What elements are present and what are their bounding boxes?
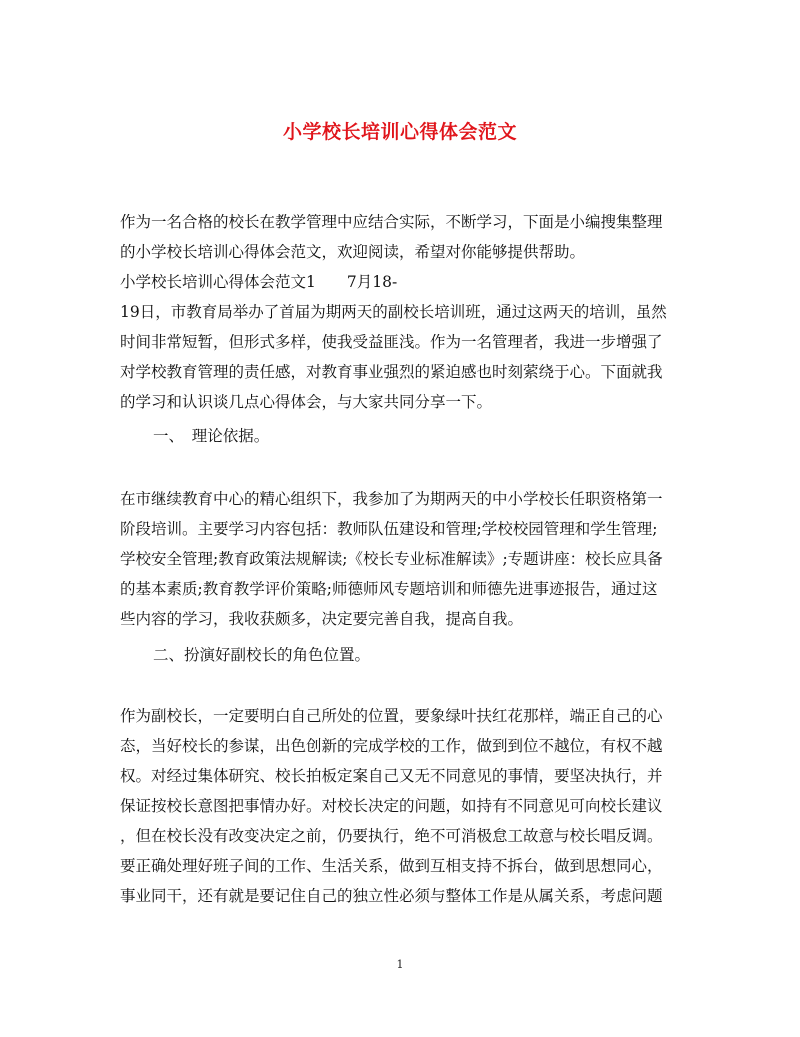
paragraph-line: 保证按校长意图把事情办好。对校长决定的问题，如持有不同意见可向校长建议: [120, 797, 663, 815]
paragraph-line: 作为一名合格的校长在教学管理中应结合实际，不断学习，下面是小编搜集整理: [120, 213, 663, 231]
paragraph-line: 些内容的学习，我收获颇多，决定要完善自我，提高自我。: [120, 610, 524, 628]
paragraph-line: 权。对经过集体研究、校长拍板定案自己又无不同意见的事情，要坚决执行，并: [120, 767, 663, 785]
paragraph-line: 要正确处理好班子间的工作、生活关系，做到互相支持不拆台，做到思想同心，: [120, 857, 663, 875]
paragraph-line: 作为副校长，一定要明白自己所处的位置，要象绿叶扶红花那样，端正自己的心: [120, 707, 663, 725]
paragraph-line: 的基本素质;教育教学评价策略;师德师风专题培训和师德先进事迹报告，通过这: [120, 580, 658, 598]
paragraph-line: 在市继续教育中心的精心组织下，我参加了为期两天的中小学校长任职资格第一: [120, 490, 663, 508]
section-heading: 二、扮演好副校长的角色位置。: [153, 646, 371, 664]
paragraph-line: 19日，市教育局举办了首届为期两天的副校长培训班，通过这两天的培训，虽然: [120, 303, 667, 321]
paragraph-line: 时间非常短暂，但形式多样，使我受益匪浅。作为一名管理者，我进一步增强了: [120, 333, 663, 351]
paragraph-line: 态，当好校长的参谋，出色创新的完成学校的工作，做到到位不越位，有权不越: [120, 737, 663, 755]
paragraph-line: 的学习和认识谈几点心得体会，与大家共同分享一下。: [120, 393, 493, 411]
page-number: 1: [396, 958, 404, 971]
paragraph-line: 学校安全管理;教育政策法规解读;《校长专业标准解读》;专题讲座：校长应具备: [120, 550, 663, 568]
paragraph-line: ，但在校长没有改变决定之前，仍要执行，绝不可消极怠工故意与校长唱反调。: [120, 827, 663, 845]
paragraph-line: 的小学校长培训心得体会范文，欢迎阅读，希望对你能够提供帮助。: [120, 243, 586, 261]
section-heading: 一、 理论依据。: [153, 427, 270, 445]
section-heading: 小学校长培训心得体会范文1 7月18-: [120, 273, 398, 291]
paragraph-line: 事业同干，还有就是要记住自己的独立性必须与整体工作是从属关系，考虑问题: [120, 887, 663, 905]
paragraph-line: 阶段培训。主要学习内容包括：教师队伍建设和管理;学校校园管理和学生管理;: [120, 520, 658, 538]
paragraph-line: 对学校教育管理的责任感，对教育事业强烈的紧迫感也时刻萦绕于心。下面就我: [120, 363, 663, 381]
document-title: 小学校长培训心得体会范文: [282, 121, 517, 143]
